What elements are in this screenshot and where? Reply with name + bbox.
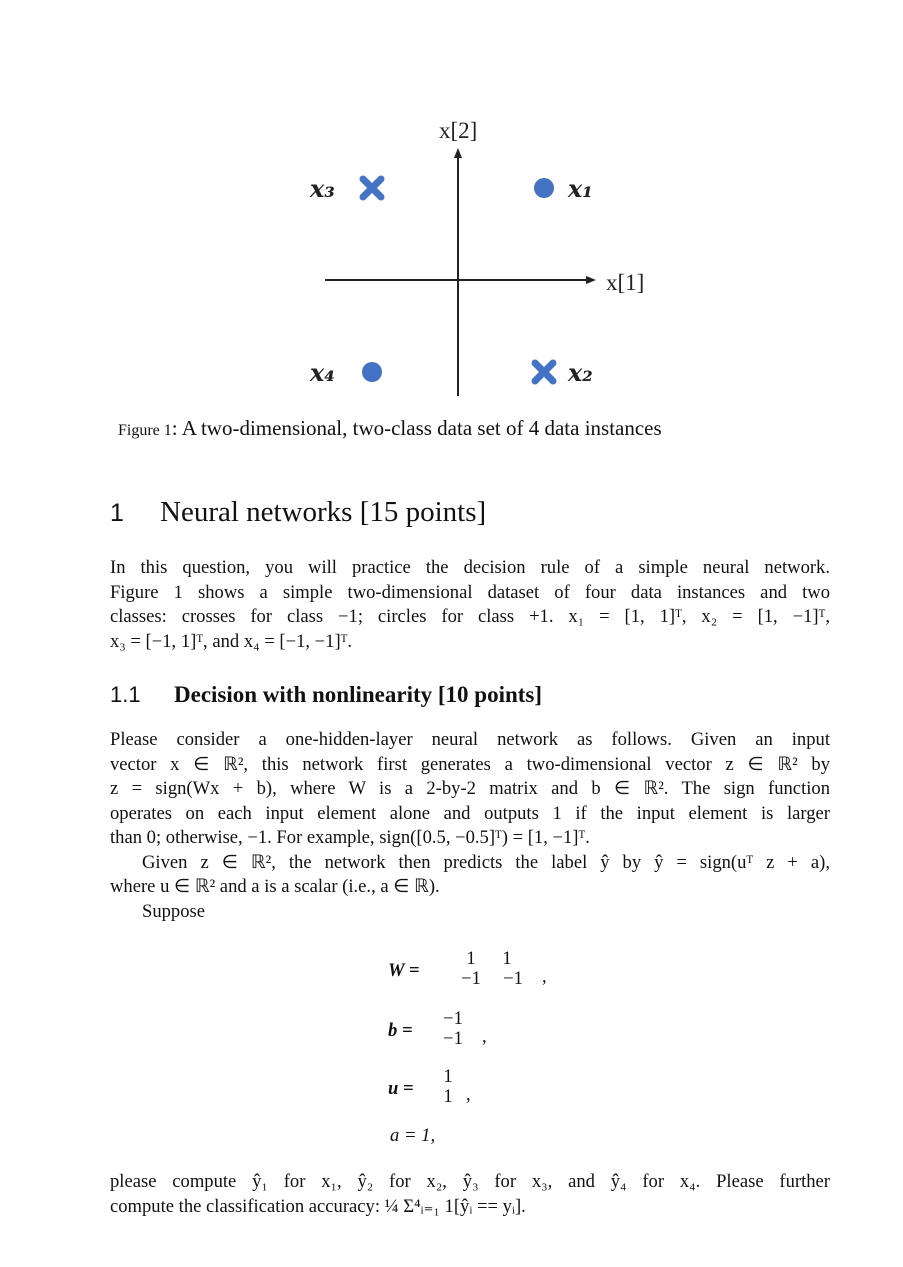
caption-number: 1 <box>163 422 172 439</box>
matrix-W <box>456 948 526 990</box>
equation-b-lhs <box>388 1020 413 1042</box>
caption-text: : A two-dimensional, two-class data set of 4 data instances <box>171 416 662 440</box>
u-lhs-text: u = <box>388 1078 414 1099</box>
intro-line-4: x₃ = [−1, 1]ᵀ, and x₄ = [−1, −1]ᵀ. <box>110 630 353 652</box>
figure-caption <box>118 416 662 441</box>
vector-b <box>440 1008 466 1050</box>
closing-paragraph <box>110 1170 830 1219</box>
section-number: 1 <box>110 499 124 527</box>
point-marker-x4 <box>362 362 382 382</box>
point-marker-x3 <box>363 179 381 197</box>
y-axis-label: x[2] <box>439 118 478 143</box>
equation-W-lhs <box>388 960 419 982</box>
body-line-3: z = sign(Wx + b), where W is a 2-by-2 matrix and b ∈ ℝ². The sign function <box>110 778 830 799</box>
body-line-6: Given z ∈ ℝ², the network then predicts the label ŷ by ŷ = sign(uᵀ z + a), <box>142 851 830 873</box>
point-label-x2: x₂ <box>568 358 593 387</box>
body-paragraph <box>110 728 830 924</box>
intro-paragraph <box>110 556 830 654</box>
x-axis-arrowhead <box>586 276 596 284</box>
x-axis-label: x[1] <box>606 270 645 295</box>
subsection-number: 1.1 <box>110 682 141 707</box>
scatter-plot-svg <box>0 0 903 410</box>
body-line-7: where u ∈ ℝ² and a is a scalar (i.e., a ∈ ℝ). <box>110 876 440 897</box>
body-line-2: vector x ∈ ℝ², this network first generates a two-dimensional vector z ∈ ℝ² by <box>110 753 830 775</box>
point-marker-x1 <box>534 178 554 198</box>
vector-u <box>440 1066 456 1108</box>
u-comma: , <box>466 1084 471 1105</box>
W-lhs-text: W = <box>388 960 420 981</box>
W-22: −1 <box>503 968 523 989</box>
body-suppose: Suppose <box>142 900 206 922</box>
subsection-title: Decision with nonlinearity [10 points] <box>174 682 543 707</box>
W-11: 1 <box>466 948 476 969</box>
body-line-4: operates on each input element alone and outputs 1 if the input element is larger <box>110 802 830 824</box>
b-2: −1 <box>443 1028 463 1049</box>
point-label-x3: x₃ <box>310 174 335 203</box>
section-heading <box>110 496 486 529</box>
equation-a: a = 1, <box>390 1125 436 1146</box>
caption-prefix: Figure <box>118 422 164 439</box>
u-1: 1 <box>443 1066 453 1087</box>
y-axis-arrowhead <box>454 148 462 158</box>
point-label-x1: x₁ <box>568 174 593 203</box>
closing-line-1: please compute ŷ₁ for x₁, ŷ₂ for x₂, ŷ₃ for x₃, and ŷ₄ for x₄. Please further <box>110 1171 830 1192</box>
b-lhs-text: b = <box>388 1020 413 1041</box>
intro-line-3: classes: crosses for class −1; circles for class +1. x₁ = [1, 1]ᵀ, x₂ = [1, −1]ᵀ, <box>110 606 830 627</box>
b-comma: , <box>482 1026 487 1047</box>
W-comma: , <box>542 966 547 987</box>
b-1: −1 <box>443 1008 463 1029</box>
closing-line-2: compute the classification accuracy: ¼ Σ⁴ᵢ₌₁ 1[ŷᵢ == yᵢ]. <box>110 1195 526 1217</box>
body-line-1: Please consider a one-hidden-layer neural network as follows. Given an input <box>110 729 830 750</box>
intro-line-2: Figure 1 shows a simple two-dimensional dataset of four data instances and two <box>110 581 830 603</box>
section-title: Neural networks [15 points] <box>160 496 487 528</box>
W-21: −1 <box>461 968 481 989</box>
intro-line-1: In this question, you will practice the decision rule of a simple neural network. <box>110 557 830 578</box>
scatter-figure <box>0 0 903 410</box>
body-line-5: than 0; otherwise, −1. For example, sign([0.5, −0.5]ᵀ) = [1, −1]ᵀ. <box>110 827 590 848</box>
subsection-heading <box>110 682 542 708</box>
equation-u-lhs <box>388 1078 414 1100</box>
W-12: 1 <box>502 948 512 969</box>
point-label-x4: x₄ <box>310 358 335 387</box>
point-marker-x2 <box>535 363 553 381</box>
u-2: 1 <box>443 1086 453 1107</box>
